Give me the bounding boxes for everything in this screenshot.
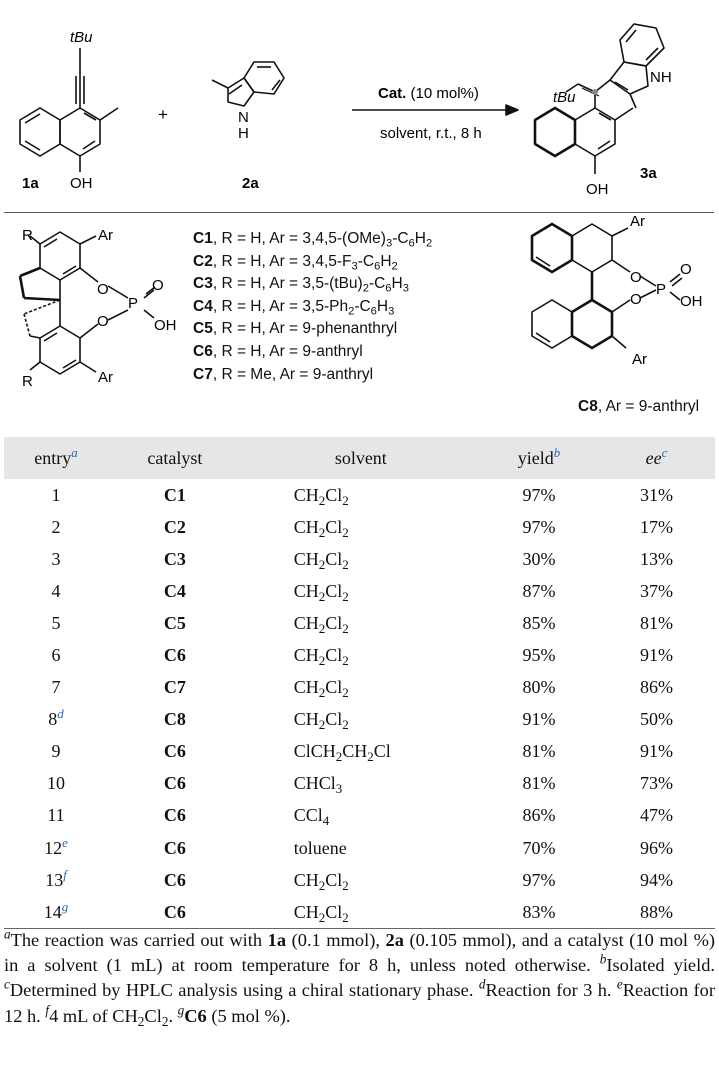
- cell-ee: 91%: [640, 645, 673, 666]
- spiro-r-bottom: R: [22, 373, 33, 390]
- cell-solvent: [242, 575, 480, 607]
- cell-entry: 9: [51, 741, 61, 762]
- catalyst-list: [193, 228, 432, 386]
- cell-ee: 50%: [640, 709, 673, 730]
- cell-catalyst: C7: [163, 677, 186, 698]
- table-row: [4, 575, 715, 607]
- cell-yield: 70%: [522, 837, 556, 858]
- cell-entry: 3: [51, 548, 61, 569]
- cell-ee: 91%: [640, 741, 673, 762]
- solvent-formula: $CH_2Cl_2$: [293, 677, 349, 700]
- solvent-formula: CHCl$_3$: [293, 773, 343, 797]
- catalyst-c8-label: C8, Ar = 9-anthryl: [578, 398, 700, 415]
- product-left-ring: [535, 108, 575, 156]
- cell-solvent: [242, 639, 480, 671]
- header-ee: $ee^c$: [598, 437, 715, 479]
- plus-sign: +: [158, 105, 168, 124]
- cell-catalyst: C8: [163, 709, 186, 730]
- solvent-formula: $CH_2Cl_2$: [293, 612, 349, 636]
- header-yield: yield$^b$: [480, 437, 598, 479]
- spiro-oh: OH: [154, 317, 177, 334]
- cell-solvent: [242, 479, 480, 511]
- table-row: [4, 768, 715, 800]
- spiro-bottom-ring: [40, 326, 80, 374]
- catalyst-line: C6, R = H, Ar = 9-anthryl: [193, 342, 363, 360]
- table-row: [4, 896, 715, 929]
- catalyst-line: C4, R = H, $Ar = 3,5-Ph_2-C_6H_3$: [193, 297, 395, 318]
- product-right-ring: [575, 108, 615, 156]
- cell-yield: 95%: [522, 645, 556, 666]
- binol-bottom-right-ring: [572, 300, 612, 348]
- sm1-label: 1a: [22, 175, 39, 192]
- cell-catalyst: C6: [163, 773, 186, 794]
- cell-catalyst: C4: [163, 580, 186, 601]
- product-pyrrole: [610, 62, 648, 94]
- table-row: [4, 672, 715, 704]
- cell-entry: 7: [51, 677, 61, 698]
- solvent-formula: $CH_2Cl_2$: [293, 869, 349, 893]
- catalyst-line: C3, R = H, $Ar = 3,5-(tBu)_2-C_6H_3$: [193, 275, 409, 295]
- table-row: [4, 864, 715, 896]
- cell-solvent: [242, 704, 480, 736]
- solvent-formula: $CH_2Cl_2$: [293, 516, 349, 540]
- spiro-p-oxo: O: [152, 277, 164, 294]
- product-oh: OH: [586, 181, 609, 198]
- cell-ee: 13%: [640, 548, 673, 569]
- sm2-n: N: [238, 109, 249, 126]
- binol-o1: O: [630, 269, 642, 286]
- cell-yield: 97%: [522, 869, 556, 890]
- cell-yield: 81%: [522, 741, 556, 762]
- cell-entry: 8$^d$: [48, 706, 64, 730]
- cell-ee: 86%: [640, 677, 673, 698]
- cell-yield: 85%: [522, 612, 556, 633]
- solvent-formula: $CH_2Cl_2$: [293, 709, 349, 733]
- solvent-formula: $CH_2Cl_2$: [293, 580, 349, 604]
- cell-ee: 88%: [598, 896, 715, 929]
- cell-yield: 86%: [522, 805, 556, 826]
- cell-entry: 6: [51, 645, 61, 666]
- cell-entry: 10: [47, 773, 66, 794]
- cell-yield: 97%: [522, 516, 556, 537]
- arrow-conditions-top: Cat. (10 mol%): [378, 85, 479, 102]
- sm1-left-ring: [20, 108, 60, 156]
- cell-yield: 91%: [522, 709, 556, 730]
- reaction-scheme: [0, 0, 719, 210]
- cell-solvent: [242, 800, 480, 832]
- results-table: [4, 437, 715, 929]
- sm2-h: H: [238, 125, 249, 142]
- binol-ar-top: Ar: [630, 215, 645, 230]
- cell-catalyst: C5: [163, 612, 186, 633]
- cell-catalyst: C6: [108, 896, 242, 929]
- product-label: 3a: [640, 165, 657, 182]
- solvent-formula: $CH_2Cl_2$: [293, 548, 349, 572]
- catalyst-line: C7, R = Me, Ar = 9-anthryl: [193, 365, 374, 383]
- binol-oh: OH: [680, 293, 703, 310]
- cell-catalyst: C6: [163, 805, 186, 826]
- spiro-o2: O: [97, 313, 109, 330]
- cell-solvent: [242, 672, 480, 704]
- cell-solvent: [242, 768, 480, 800]
- spiro-o1: O: [97, 281, 109, 298]
- spiro-ar-top: Ar: [98, 227, 113, 244]
- table-row: [4, 736, 715, 768]
- cell-ee: 81%: [640, 612, 673, 633]
- cell-solvent: [242, 607, 480, 639]
- cell-solvent: [242, 896, 480, 929]
- product-benzene: [620, 24, 664, 66]
- catalyst-line: C2, R = H, $Ar = 3,4,5-F_3-C_6H_2$: [193, 252, 398, 272]
- header-catalyst: catalyst: [108, 437, 242, 479]
- solvent-formula: $CH_2Cl_2$: [293, 901, 349, 925]
- cell-solvent: [242, 543, 480, 575]
- table-row: [4, 479, 715, 511]
- table-footnotes: $^a$The reaction was carried out with 1a (0.1 mmol), 2a (0.105 mmol), and a catalyst (10 mol %) in a solvent (1 mL) at room temperature for 8 h, unless noted otherwise. $^b$Isolated yield. $^c$Determined by HPLC analysis using a chiral stationary phase. $^d$Reaction for 3 h. $^e$Reaction for 12 h. $^f$4 mL of $CH_2Cl_2$. $^g$C6 (5 mol %).: [4, 926, 716, 1029]
- catalyst-line: C5, R = H, Ar = 9-phenanthryl: [193, 320, 398, 338]
- table-row: [4, 639, 715, 671]
- sm1-right-ring: [60, 108, 100, 156]
- spiro-p: P: [128, 295, 139, 312]
- cell-ee: 73%: [640, 773, 673, 794]
- catalyst-line: C1, R = H, $Ar = 3,4,5-(OMe)_3-C_6H_2$: [193, 230, 433, 250]
- cell-yield: 81%: [522, 773, 556, 794]
- table-row: [4, 543, 715, 575]
- header-entry: entry$^a$: [4, 437, 108, 479]
- cell-catalyst: C6: [163, 837, 186, 858]
- cell-ee: 47%: [640, 805, 673, 826]
- cell-entry: 12e: [44, 834, 68, 858]
- cell-ee: 94%: [640, 869, 673, 890]
- cell-entry: 13$^f$: [45, 866, 67, 890]
- product-tbu: tBu: [553, 89, 576, 106]
- table-header: [4, 437, 715, 479]
- table-row: [4, 800, 715, 832]
- cell-solvent: [242, 864, 480, 896]
- spiro-top-ring: [40, 232, 80, 280]
- product-nh: NH: [650, 69, 672, 86]
- binol-p-oxo: O: [680, 261, 692, 278]
- cell-yield: 97%: [522, 484, 556, 505]
- solvent-formula: $CH_2Cl_2$: [293, 645, 349, 668]
- cell-yield: 87%: [522, 580, 556, 601]
- cell-entry: 1: [51, 484, 61, 505]
- binol-p: P: [656, 281, 667, 298]
- arrow-conditions-bottom: solvent, r.t., 8 h: [380, 125, 482, 142]
- cell-yield: 30%: [522, 548, 556, 569]
- cell-ee: 17%: [640, 516, 673, 537]
- cell-catalyst: C3: [163, 548, 186, 569]
- cell-entry: 4: [51, 580, 61, 601]
- table-row: [4, 607, 715, 639]
- spiro-r-top: R: [22, 227, 33, 244]
- sm1-oh: OH: [70, 175, 93, 192]
- cell-solvent: [242, 736, 480, 768]
- cell-ee: 31%: [640, 484, 673, 505]
- binol-top-right-ring: [572, 224, 612, 272]
- sm2-label: 2a: [242, 175, 259, 192]
- solvent-formula: $ClCH_2CH_2Cl$: [293, 741, 391, 765]
- table-row: [4, 511, 715, 543]
- cell-yield: 83%: [480, 896, 598, 929]
- solvent-formula: $CH_2Cl_2$: [293, 484, 349, 508]
- cell-entry: 2: [51, 516, 61, 537]
- binol-ar-bottom: Ar: [632, 351, 647, 368]
- sm1-tbu: tBu: [70, 29, 93, 46]
- cell-catalyst: C6: [163, 645, 186, 666]
- cell-catalyst: C1: [163, 484, 186, 505]
- spiro-ar-bottom: Ar: [98, 369, 113, 386]
- cell-ee: 37%: [640, 580, 673, 601]
- cell-catalyst: C2: [163, 516, 186, 537]
- solvent-formula: CCl$_4$: [293, 805, 330, 829]
- cell-solvent: [242, 511, 480, 543]
- cell-entry: 11: [47, 805, 65, 826]
- cell-catalyst: C6: [163, 869, 186, 890]
- header-solvent: solvent: [242, 437, 480, 479]
- cell-catalyst: C6: [163, 741, 186, 762]
- cell-yield: 80%: [522, 677, 556, 698]
- scheme-divider: [4, 212, 714, 213]
- table-row: [4, 704, 715, 736]
- binol-bottom-left-ring: [532, 300, 572, 348]
- cell-ee: 96%: [640, 837, 673, 858]
- cell-entry: 5: [51, 612, 61, 633]
- binol-top-left-ring: [532, 224, 572, 272]
- table-row: [4, 832, 715, 864]
- solvent-formula: toluene: [293, 837, 347, 858]
- binol-o2: O: [630, 291, 642, 308]
- cell-solvent: [242, 832, 480, 864]
- cell-entry: 14$^g$: [4, 896, 108, 929]
